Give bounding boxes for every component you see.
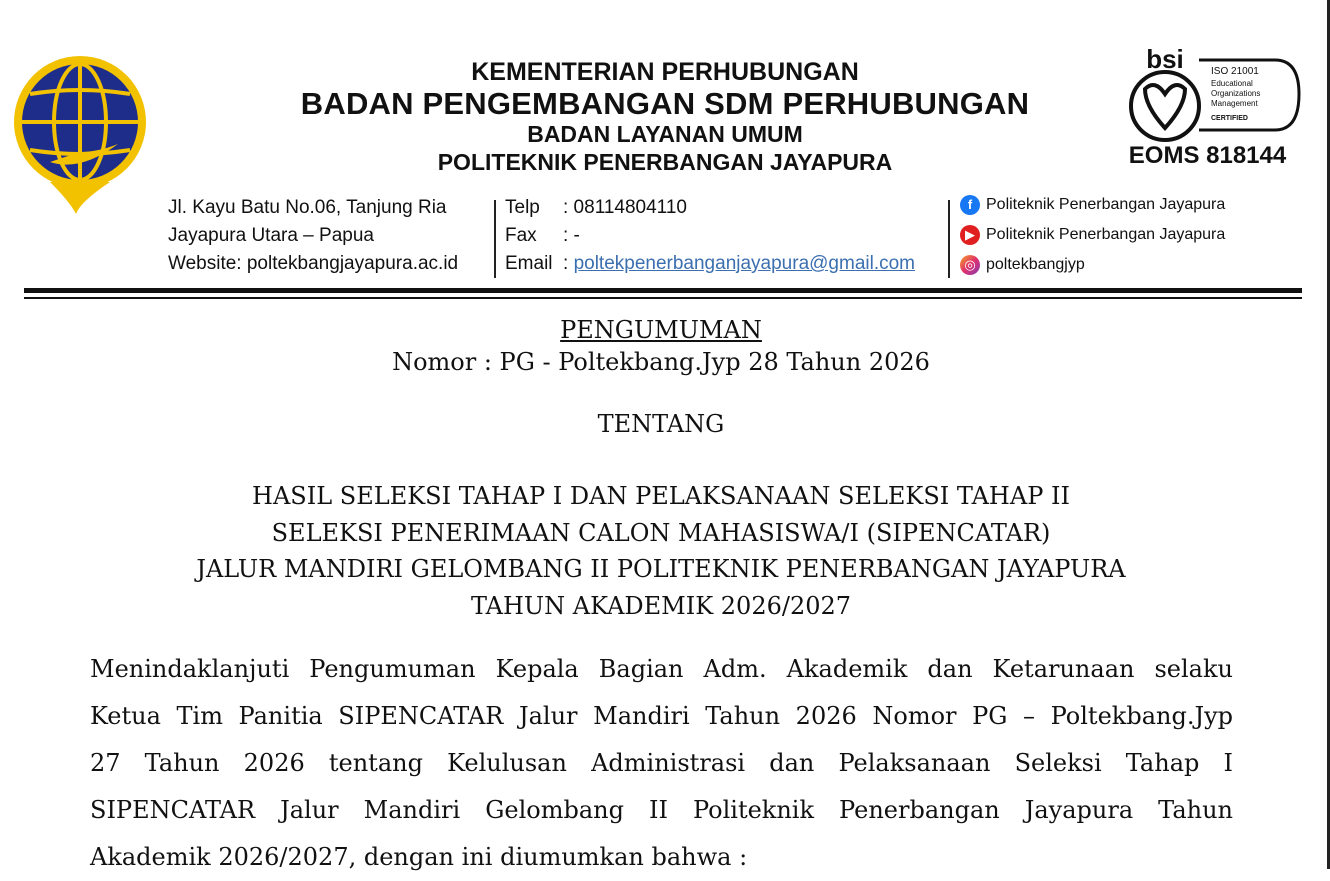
facebook-icon: f: [960, 195, 980, 215]
paragraph-line-5: Akademik 2026/2027, dengan ini diumumkan bahwa :: [90, 843, 748, 871]
ministry-logo-icon: [10, 52, 154, 214]
iso-line-4: Management: [1211, 99, 1258, 108]
social-block: [960, 190, 1225, 280]
email-row: [505, 250, 915, 278]
body-paragraph: [90, 646, 1233, 881]
phone-label: Telp: [505, 197, 540, 218]
document-heading: PENGUMUMAN: [560, 316, 762, 344]
phone-value: : 08114804110: [563, 197, 687, 218]
phone-row: [505, 194, 915, 222]
facebook-text: Politeknik Penerbangan Jayapura: [986, 196, 1226, 213]
divider-2: [948, 200, 950, 278]
iso-line-5: CERTIFIED: [1211, 115, 1248, 122]
subject-line-4: TAHUN AKADEMIK 2026/2027: [470, 591, 852, 620]
website-line[interactable]: Website: poltekbangjayapura.ac.id: [168, 253, 459, 274]
document-tentang: TENTANG: [597, 410, 725, 438]
org-line-2: BADAN PENGEMBANGAN SDM PERHUBUNGAN: [300, 86, 1030, 121]
email-label: Email: [505, 253, 553, 274]
youtube-text: Politeknik Penerbangan Jayapura: [986, 226, 1226, 243]
contact-block: [505, 194, 915, 278]
org-line-4: POLITEKNIK PENERBANGAN JAYAPURA: [437, 149, 893, 175]
social-youtube[interactable]: [960, 220, 1225, 250]
iso-line-2: Educational: [1211, 79, 1253, 88]
organization-name: [270, 58, 1060, 176]
address-line-1: Jl. Kayu Batu No.06, Tanjung Ria: [168, 197, 447, 218]
fax-value: : -: [563, 225, 580, 246]
org-line-3: BADAN LAYANAN UMUM: [527, 121, 803, 147]
social-instagram[interactable]: [960, 250, 1225, 280]
document-number: Nomor : PG - Poltekbang.Jyp 28 Tahun 2026: [392, 348, 930, 376]
email-colon: :: [563, 253, 569, 274]
fax-row: [505, 222, 915, 250]
subject-line-3: JALUR MANDIRI GELOMBANG II POLITEKNIK PENERBANGAN JAYAPURA: [196, 555, 1126, 583]
paragraph-line-2: Ketua Tim Panitia SIPENCATAR Jalur Mandiri Tahun 2026 Nomor PG – Poltekbang.Jyp: [90, 702, 1233, 730]
subject-line-2: SELEKSI PENERIMAAN CALON MAHASISWA/I (SIPENCATAR): [271, 518, 1051, 547]
paragraph-line-3: 27 Tahun 2026 tentang Kelulusan Administrasi dan Pelaksanaan Seleksi Tahap I: [90, 749, 1233, 777]
subject-line-1: HASIL SELEKSI TAHAP I DAN PELAKSANAAN SELEKSI TAHAP II: [252, 482, 1070, 510]
iso-line-3: Organizations: [1211, 89, 1261, 98]
address-block: [168, 194, 458, 278]
document-subject: [0, 478, 1322, 624]
youtube-icon: ▶: [960, 225, 980, 245]
divider-1: [494, 200, 496, 278]
header-rule-thin: [24, 297, 1302, 299]
paragraph-line-1: Menindaklanjuti Pengumuman Kepala Bagian Adm. Akademik dan Ketarunaan selaku: [90, 655, 1233, 683]
fax-label: Fax: [505, 225, 537, 246]
iso-line-1: ISO 21001: [1211, 66, 1259, 77]
header-rule-thick: [24, 288, 1302, 293]
email-link[interactable]: poltekpenerbanganjayapura@gmail.com: [573, 253, 916, 274]
instagram-text: poltekbangjyp: [986, 256, 1085, 273]
address-line-2: Jayapura Utara – Papua: [168, 225, 374, 246]
bsi-text: bsi: [1146, 44, 1184, 74]
paragraph-line-4: SIPENCATAR Jalur Mandiri Gelombang II Politeknik Penerbangan Jayapura Tahun: [90, 796, 1233, 824]
org-line-1: KEMENTERIAN PERHUBUNGAN: [471, 58, 859, 86]
instagram-icon: ◎: [960, 255, 980, 275]
social-facebook[interactable]: [960, 190, 1225, 220]
certificate-number: EOMS 818144: [1128, 142, 1287, 169]
bsi-certification-icon: [1115, 44, 1305, 144]
